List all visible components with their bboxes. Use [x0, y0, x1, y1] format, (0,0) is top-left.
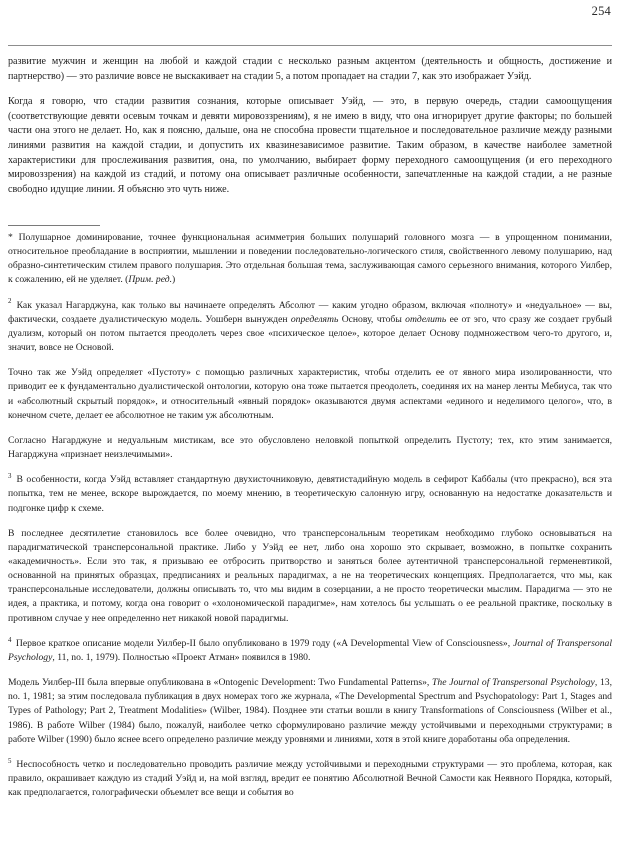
footnote-text-run: Первое краткое описание модели Уилбер-II было опубликовано в 1979 году («A Developmental View of Consciousness», — [15, 637, 514, 649]
footnote-text-run: ее от эго, что сразу же создает грубый дуализм, который он потом пытается преодолеть через свое «психическое целое», которое делает Основу подмножеством чего-то другого, и, значит, вовсе не Основой. — [8, 313, 613, 354]
footnote-text-run: Модель Уилбер-III была впервые опубликована в «Ontogenic Development: Two Fundamental Patterns», — [8, 677, 433, 689]
footnote-text-run: ) — [172, 274, 176, 286]
footnote-entry — [8, 434, 612, 462]
footnote-entry — [8, 676, 612, 747]
page-number: 254 — [591, 4, 611, 18]
footnote-marker: 4 — [8, 636, 12, 644]
footnote-entry — [8, 758, 612, 800]
footnote-text-run: Согласно Нагарджуне и недуальным мистикам, все это обусловлено неловкой попыткой определить Пустоту; тех, кто этим занимается, Нагарджуна «признает неизлечимыми». — [8, 434, 612, 461]
footnote-marker: 3 — [8, 472, 12, 480]
footnote-marker: 5 — [8, 757, 12, 765]
footnote-text-run: , 11, no. 1, 1979). Полностью «Проект Атман» появился в 1980. — [52, 651, 311, 663]
footnote-italic-run: The Journal of Transpersonal Psychology — [432, 677, 595, 689]
footnote-text-run: Точно так же Уэйд определяет «Пустоту» с помощью различных характеристик, чтобы отделить ее от явного мира изолированности, что приводит ее к фундаментально дуалистической онтологии, которую она тоже пытается преодолеть, соединяя их на манер ленты Мебиуса, так что и «абсолютный скрытый порядок», и относительный «явный порядок» оказываются двумя аспектами «единого и неделимого целого», что, в конечном счете, делает ее абсолютное не таким уж абсолютным. — [8, 367, 612, 421]
footnote-entry — [8, 231, 612, 288]
footnote-list — [8, 231, 612, 800]
footnote-entry — [8, 637, 612, 665]
footnote-text-run: Основу, чтобы — [338, 313, 406, 325]
footnote-entry — [8, 299, 612, 356]
footnote-italic-run: отделить — [405, 313, 447, 325]
footnote-text-run: Как указал Нагарджуна, как только вы начинаете определять Абсолют — каким угодно образом, включая «полноту» и «недуальное» — вы, фактически, создаете дуалистическую модель. Уошберн вынужден — [8, 299, 613, 325]
body-paragraph: Когда я говорю, что стадии развития сознания, которые описывает Уэйд, — это, в первую очередь, стадии самоощущения (соответствующие девяти осевым точкам и девяти мировоззрениям), я не имею в виду, что она игнорирует другие факторы; по большей части она этого не делает. Но, как я поясню, дальше, она не способна провести тщательное и последовательное различие между разными линиями развития на каждой стадии, и допустить их квазинезависимое развитие. Таким образом, в качестве наиболее заметной характеристики для прослеживания развития, она, по умолчанию, выбирает форму переходного самоощущения (и его переходного мировоззрения) на каждой из стадий, и потому она описывает различные особенности, запечатленные на каждой стадии, а не разные свободно идущие линии. Я объясню это чуть ниже. — [8, 96, 612, 195]
footnote-divider — [8, 225, 100, 226]
footnote-entry — [8, 527, 612, 626]
footnote-text-run: В особенности, когда Уэйд вставляет стандартную двухисточниковую, девятистадийную модель в сефирот Каббалы (что прекрасно), вся эта попытка, тем не менее, вскоре вырождается, по моему мнению, в теоретическую салонную игру, основанную на недостатке доказательств и подгонке цифр к схеме. — [8, 474, 613, 514]
footnote-text-run: Неспособность четко и последовательно проводить различие между устойчивыми и переходными структурами — это проблема, которая, как правило, окрашивает каждую из стадий Уэйд и, на мой взгляд, вредит ее понятию Абсолютной Вечной Самости как Неявного Порядка, который, как предполагается, голографически объемлет все вещи и события во — [8, 758, 613, 799]
footnote-text-run: В последнее десятилетие становилось все более очевидно, что трансперсональным теоретикам необходимо глубоко основываться на парадигматической трансперсональной практике. Либо у Уэйд ее нет, либо она хорошо это скрывает, возможно, в попытке сохранить «академичность». Если это так, я призываю ее отбросить притворство и заняться более аутентичной трансперсональной герменевтикой, основанной на принятых образцах, предписаниях и реальных парадигмах, а не на теоретических концепциях. Предполагается, что мы, как трансперсональные исследователи, должны описывать то, что мы видим в созерцании, а не просто теоретически мыслим. Парадигма — это не идея, а практика, и потому, когда она говорит о «холономической парадигме», нам хотелось бы услышать о ее реальной практике, поскольку в противном случае у нее определенно нет никакой новой парадигмы. — [8, 527, 612, 624]
footnote-italic-run: Прим. ред. — [128, 274, 173, 286]
body-text-region — [8, 55, 612, 197]
footnote-entry — [8, 366, 612, 423]
footnote-entry — [8, 473, 612, 515]
header-divider — [8, 45, 612, 46]
footnote-marker: 2 — [8, 298, 12, 306]
footnote-text-run: Полушарное доминирование, точнее функциональная асимметрия больших полушарий головного мозга — в упрощенном понимании, относительное преобладание в восприятии, мышлении и поведении последовательно-логического стиля, свойственного левому полушарию, над образно-синтетическим стилем правого полушария. Это отдельная большая тема, заслуживающая самого серьезного внимания, которого Уилбер, к сожалению, ей не уделяет. ( — [8, 232, 612, 286]
footnote-text-run: , 13, no. 1, 1981; за этим последовала публикация в двух номерах того же журнала, «The Developmental Spectrum and Psychopatology: Part 1, Stages and Types of Pathology; Part 2, Treatment Modalities» (Wilber, 1984). Позднее эти статьи вошли в книгу Transformations of Consciousness (Wilber et al., 1986). В работе Wilber (1984) было, пожалуй, наиболее четко сформулировано различие между устойчивыми и переходными структурами; в работе Wilber (1990) было яснее всего определено различие между уровнями и линиями, хотя в этой книге доработаны оба определения. — [8, 677, 612, 745]
footnote-region — [8, 225, 612, 811]
footnote-marker: * — [8, 232, 19, 243]
footnote-italic-run: Journal of Transpersonal Psychology — [8, 637, 612, 663]
footnote-italic-run: определять — [290, 313, 339, 325]
body-paragraph: развитие мужчин и женщин на любой и каждой стадии с несколько разным акцентом (деятельность и общность, достижение и партнерство) — это различие вовсе не выскакивает на стадии 5, а потом пропадает на стадии 7, как это изображает Уэйд. — [8, 56, 612, 82]
